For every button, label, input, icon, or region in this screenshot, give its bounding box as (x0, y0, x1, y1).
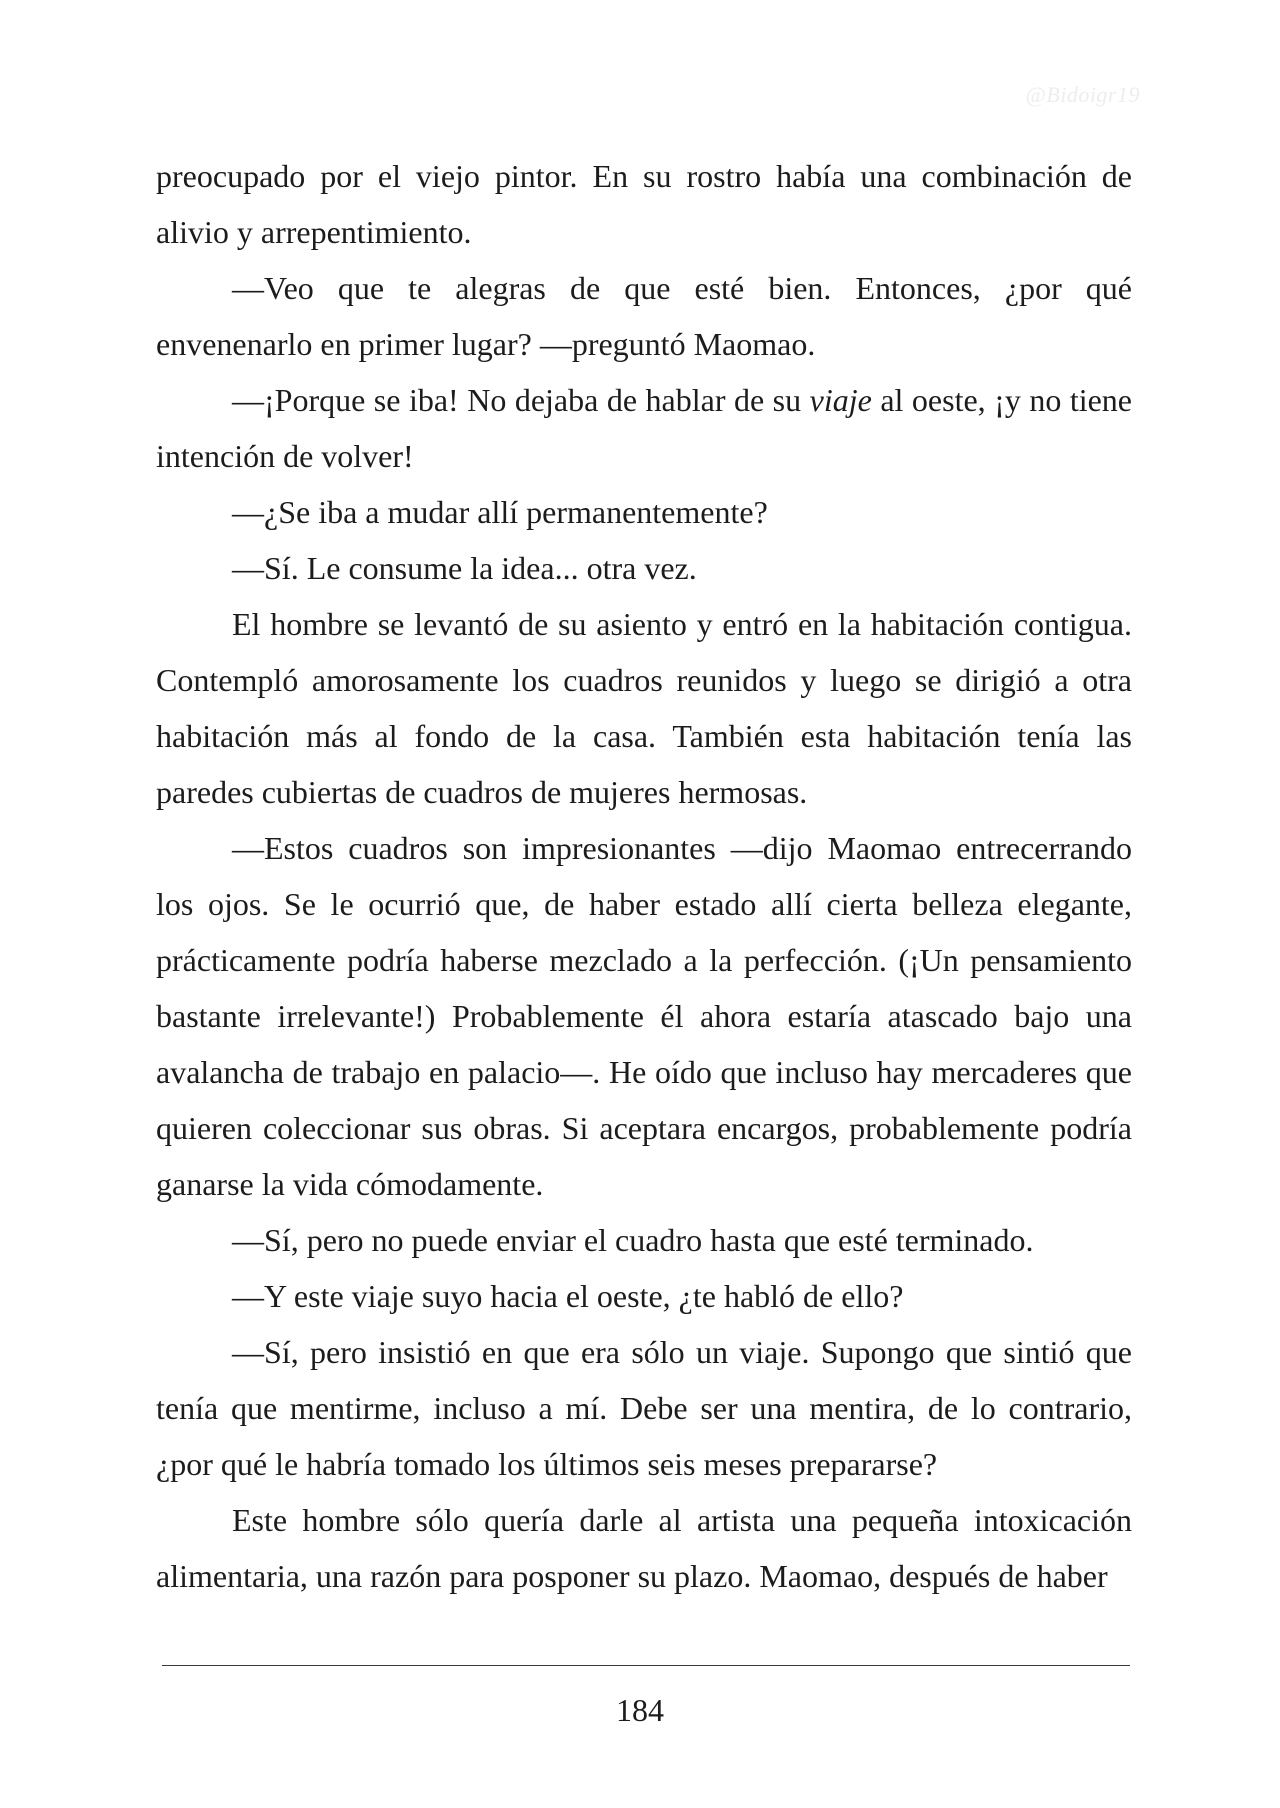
paragraph (156, 540, 1132, 596)
paragraph (156, 1268, 1132, 1324)
italic-word: viaje (809, 382, 872, 418)
paragraph-text: preocupado por el viejo pintor. En su rostro había una combinación de alivio y arrepentimiento. (156, 158, 1132, 250)
paragraph (156, 372, 1132, 484)
paragraph-text: al oeste, ¡y no tiene intención de volver! (156, 382, 1133, 474)
paragraph-text: Este hombre sólo quería darle al artista una pequeña intoxicación alimentaria, una razón para posponer su plazo. Maomao, después de haber (156, 1502, 1132, 1594)
paragraph (156, 596, 1132, 820)
footer-divider (162, 1665, 1130, 1666)
paragraph-text: —¿Se iba a mudar allí permanentemente? (232, 494, 768, 530)
paragraph (156, 260, 1132, 372)
paragraph-text: —Sí, pero no puede enviar el cuadro hasta que esté terminado. (232, 1222, 1034, 1258)
paragraph (156, 820, 1132, 1212)
watermark: @Bidoigr19 (1025, 82, 1140, 107)
paragraph (156, 1492, 1132, 1604)
page-body (156, 148, 1132, 1604)
paragraph-text: —Veo que te alegras de que esté bien. Entonces, ¿por qué envenenarlo en primer lugar? —preguntó Maomao. (156, 270, 1132, 362)
paragraph-text: —Sí. Le consume la idea... otra vez. (232, 550, 697, 586)
paragraph-text: —Estos cuadros son impresionantes —dijo Maomao entrecerrando los ojos. Se le ocurrió que, de haber estado allí cierta belleza elegante, prácticamente podría haberse mezclado a la perfección. (¡Un pensamiento bastante irrelevante!) Probablemente él ahora estaría atascado bajo una avalancha de trabajo en palacio—. He oído que incluso hay mercaderes que quieren coleccionar sus obras. Si aceptara encargos, probablemente podría ganarse la vida cómodamente. (156, 830, 1132, 1202)
paragraph-text: —Y este viaje suyo hacia el oeste, ¿te habló de ello? (232, 1278, 904, 1314)
paragraph (156, 484, 1132, 540)
paragraph-text: —¡Porque se iba! No dejaba de hablar de su (232, 382, 810, 418)
paragraph-text: —Sí, pero insistió en que era sólo un viaje. Supongo que sintió que tenía que mentirme, incluso a mí. Debe ser una mentira, de lo contrario, ¿por qué le habría tomado los últimos seis meses prepararse? (156, 1334, 1132, 1482)
paragraph (156, 1324, 1132, 1492)
paragraph (156, 1212, 1132, 1268)
paragraph (156, 148, 1132, 260)
page-number: 184 (616, 1692, 664, 1728)
paragraph-text: El hombre se levantó de su asiento y entró en la habitación contigua. Contempló amorosamente los cuadros reunidos y luego se dirigió a otra habitación más al fondo de la casa. También esta habitación tenía las paredes cubiertas de cuadros de mujeres hermosas. (156, 606, 1132, 810)
